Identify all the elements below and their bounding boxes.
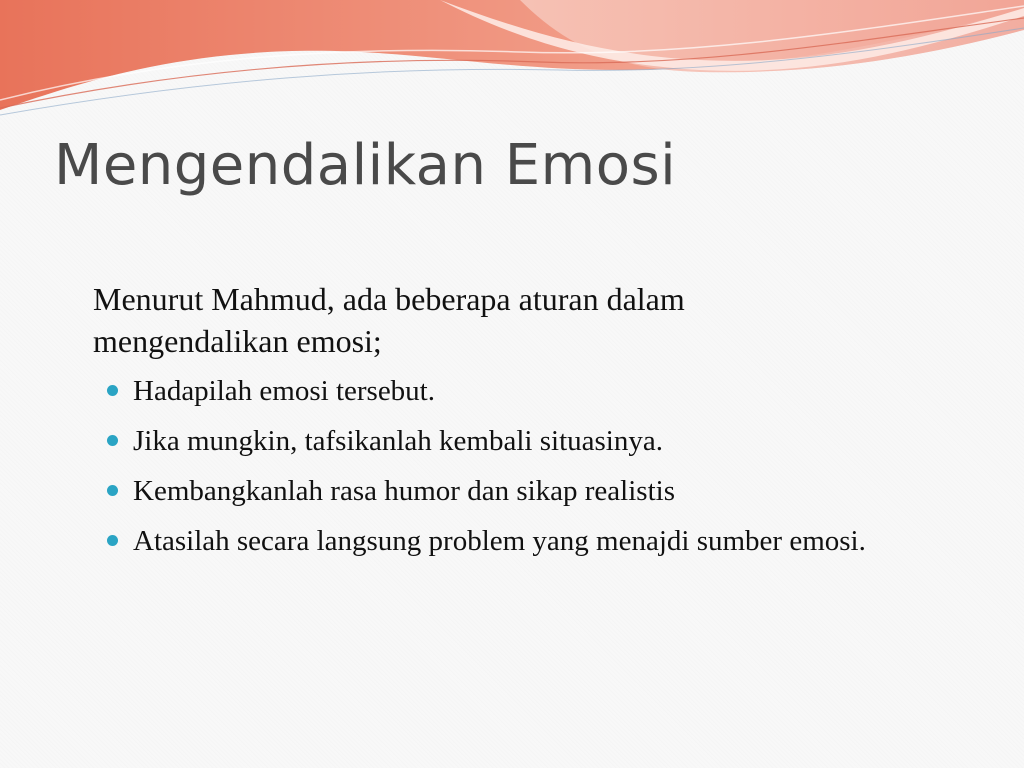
bullet-dot-icon [107, 535, 118, 546]
bullet-list [93, 372, 973, 560]
slide-title: Mengendalikan Emosi [54, 133, 677, 198]
list-item [93, 472, 973, 510]
list-item [93, 522, 973, 560]
bullet-dot-icon [107, 385, 118, 396]
decorative-wave-header [0, 0, 1024, 140]
list-item [93, 372, 973, 410]
bullet-dot-icon [107, 485, 118, 496]
bullet-text: Kembangkanlah rasa humor dan sikap realistis [133, 475, 675, 507]
bullet-text: Jika mungkin, tafsikanlah kembali situasinya. [133, 425, 663, 457]
intro-text: Menurut Mahmud, ada beberapa aturan dalam mengendalikan emosi; [93, 281, 685, 359]
slide-body [93, 278, 973, 572]
bullet-dot-icon [107, 435, 118, 446]
bullet-text: Atasilah secara langsung problem yang menajdi sumber emosi. [133, 525, 866, 557]
list-item [93, 422, 973, 460]
bullet-text: Hadapilah emosi tersebut. [133, 375, 435, 407]
